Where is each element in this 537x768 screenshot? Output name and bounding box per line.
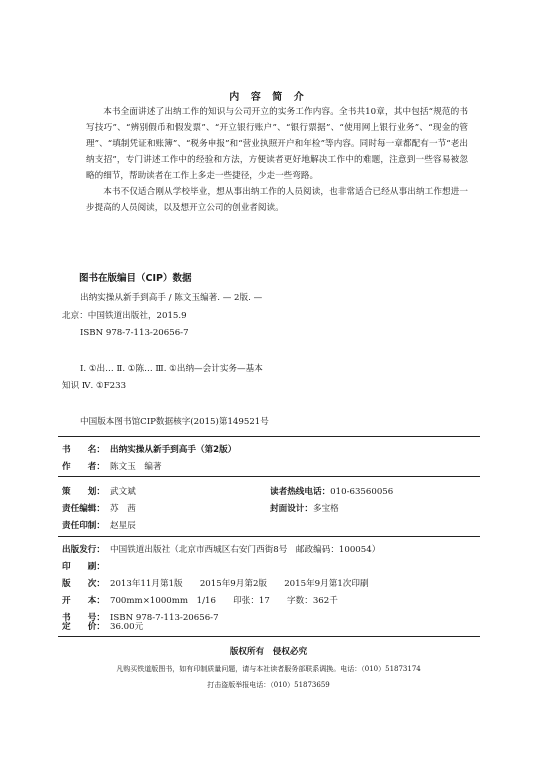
- book-title-label: 书 名：: [62, 445, 105, 455]
- planner-value: 武文斌: [110, 487, 136, 497]
- author-label: 作 者：: [62, 462, 105, 472]
- format-value: 700mm×1000mm 1/16 印张：17 字数：362千: [110, 596, 338, 606]
- intro-body: [86, 104, 468, 216]
- cover-design-label: 封面设计：: [270, 504, 313, 514]
- editor-value: 苏 茜: [110, 504, 136, 514]
- format-label: 开 本：: [62, 596, 105, 606]
- edition-row: [62, 577, 369, 589]
- intro-paragraph-1: 本书全面讲述了出纳工作的知识与公司开立的实务工作内容。全书共10章，其中包括“规范的书写技巧”、“辨别假币和假发票”、“开立银行账户”、“银行票据”、“使用网上银行业务”、“现金的管理”、“填制凭证和账簿”、“税务申报”和“营业执照开户和年检”等内容。同时每一章都配有一节“老出纳支招”，专门讲述工作中的经验和方法，方便读者更好地解决工作中的难题，注意到一些容易被忽略的细节，帮助读者在工作上多走一些捷径，少走一些弯路。: [86, 107, 468, 181]
- divider-2: [58, 476, 480, 477]
- printer-row: [62, 560, 110, 572]
- book-title-value: 出纳实操从新手到高手（第2版）: [110, 445, 237, 455]
- isbn-value: ISBN 978-7-113-20656-7: [110, 613, 219, 623]
- divider-4: [58, 636, 480, 637]
- intro-title: 内 容 简 介: [229, 92, 308, 103]
- piracy-hotline: 打击盗版举报电话：（010）51873659: [207, 681, 330, 689]
- quality-note: 凡购买铁道版图书，如有印制质量问题，请与本社读者服务部联系调换。电话：（010）51873174: [116, 665, 421, 673]
- author-value: 陈文玉 编著: [110, 462, 162, 472]
- cip-line-4: Ⅰ. ①出… Ⅱ. ①陈… Ⅲ. ①出纳—会计实务—基本: [80, 363, 263, 374]
- divider-3: [58, 536, 480, 537]
- cip-block: [62, 290, 462, 431]
- isbn-label: 书 号：: [62, 613, 105, 623]
- hotline-value: 010-63560056: [330, 487, 394, 497]
- print-manager-row: [62, 519, 136, 531]
- book-title-row: [62, 443, 236, 455]
- cip-line-2: 北京：中国铁道出版社，2015.9: [62, 310, 187, 321]
- editor-label: 责任编辑：: [62, 504, 105, 514]
- cip-line-6: 中国版本图书馆CIP数据核字(2015)第149521号: [80, 416, 269, 427]
- publisher-value: 中国铁道出版社（北京市西城区右安门西街8号 邮政编码：100054）: [110, 545, 381, 555]
- edition-value: 2013年11月第1版 2015年9月第2版 2015年9月第1次印刷: [110, 579, 369, 589]
- divider-1: [58, 436, 480, 437]
- publisher-row: [62, 543, 380, 555]
- printer-label: 印 刷：: [62, 562, 105, 572]
- hotline-row: [270, 485, 393, 497]
- intro-paragraph-2: 本书不仅适合刚从学校毕业，想从事出纳工作的人员阅读，也非常适合已经从事出纳工作想进一步提高的人员阅读，以及想开立公司的创业者阅读。: [86, 187, 468, 213]
- format-row: [62, 594, 338, 606]
- planner-label: 策 划：: [62, 487, 105, 497]
- cip-heading: 图书在版编目（CIP）数据: [79, 273, 192, 284]
- price-value: 36.00元: [110, 622, 144, 632]
- hotline-label: 读者热线电话：: [270, 487, 331, 497]
- author-row: [62, 460, 162, 472]
- print-manager-label: 责任印制：: [62, 521, 105, 531]
- print-manager-value: 赵星辰: [110, 521, 136, 531]
- rights-statement: 版权所有 侵权必究: [229, 647, 308, 657]
- cip-line-1: 出纳实操从新手到高手 / 陈文玉编著. — 2版. —: [80, 293, 263, 303]
- cover-design-value: 多宝格: [312, 504, 339, 514]
- planner-row: [62, 485, 136, 497]
- price-row: [62, 620, 143, 632]
- editor-row: [62, 502, 136, 514]
- cip-line-3: ISBN 978-7-113-20656-7: [80, 328, 189, 338]
- publisher-label: 出版发行：: [62, 545, 105, 555]
- cip-line-5: 知识 Ⅳ. ①F233: [62, 381, 127, 391]
- edition-label: 版 次：: [62, 579, 105, 589]
- price-label: 定 价：: [62, 622, 105, 632]
- cover-design-row: [270, 502, 339, 514]
